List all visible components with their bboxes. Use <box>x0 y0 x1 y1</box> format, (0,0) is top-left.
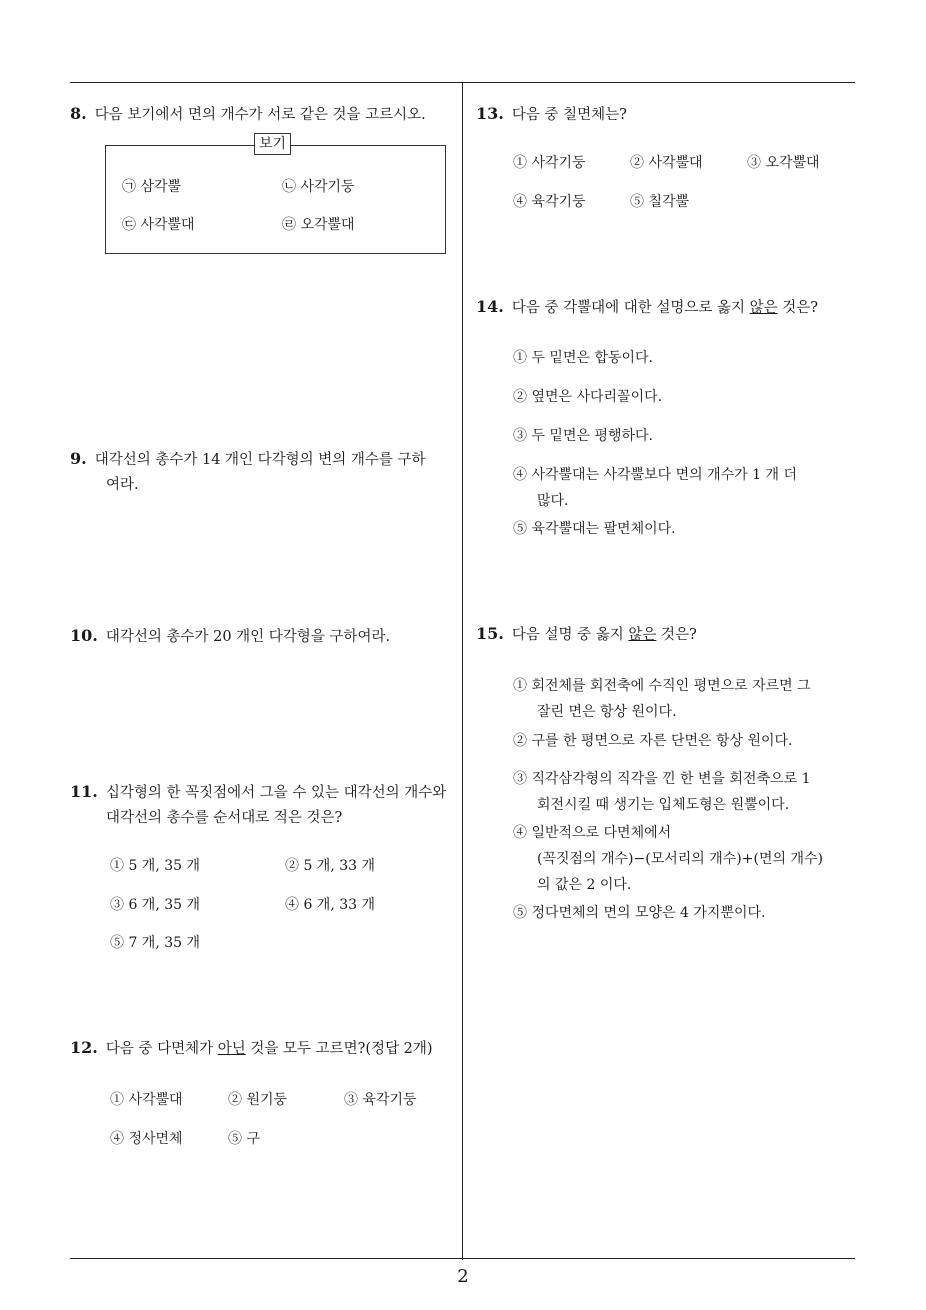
question-text: 것을 모두 고르면?(정답 2개) <box>245 1041 433 1057</box>
question-12 <box>70 1035 433 1062</box>
question-number: 15. <box>476 624 504 643</box>
example-box <box>105 145 446 254</box>
question-number: 9. <box>70 449 87 468</box>
answer-option-continued: (꼭짓점의 개수)−(모서리의 개수)+(면의 개수) <box>537 851 823 867</box>
underlined-word: 않은 <box>628 627 657 643</box>
question-text-continued: 여라. <box>106 477 139 493</box>
question-text-continued: 대각선의 총수를 순서대로 적은 것은? <box>106 810 343 826</box>
answer-option: ③ 육각기둥 <box>344 1092 417 1108</box>
question-text: 다음 설명 중 옳지 <box>511 627 629 643</box>
page-number: 2 <box>457 1266 469 1287</box>
answer-option: ④ 일반적으로 다면체에서 <box>513 825 672 841</box>
answer-option: ④ 6 개, 33 개 <box>285 897 376 913</box>
answer-option: ③ 6 개, 35 개 <box>110 897 201 913</box>
answer-option: ④ 육각기둥 <box>513 194 586 210</box>
answer-option: ② 옆면은 사다리꼴이다. <box>513 389 663 405</box>
question-number: 14. <box>476 297 504 316</box>
answer-option: ② 사각뿔대 <box>630 155 703 171</box>
answer-option: ① 사각기둥 <box>513 155 586 171</box>
answer-option: ④ 정사면체 <box>110 1131 183 1147</box>
question-8 <box>70 101 426 128</box>
question-10 <box>70 623 390 650</box>
answer-option: ⑤ 7 개, 35 개 <box>110 935 201 951</box>
question-text: 것은? <box>777 300 819 316</box>
example-item: ㉡ 사각기둥 <box>282 179 355 195</box>
answer-option-continued: 회전시킬 때 생기는 입체도형은 원뿔이다. <box>537 797 790 813</box>
question-number: 8. <box>70 104 87 123</box>
example-item: ㉢ 사각뿔대 <box>122 217 195 233</box>
answer-option-continued: 잘린 면은 항상 원이다. <box>537 704 677 720</box>
example-item: ㉠ 삼각뿔 <box>122 179 182 195</box>
question-text: 다음 중 칠면체는? <box>511 107 627 123</box>
question-11 <box>70 779 446 806</box>
underlined-word: 않은 <box>749 300 778 316</box>
question-13 <box>476 101 627 128</box>
question-number: 12. <box>70 1038 98 1057</box>
answer-option: ① 사각뿔대 <box>110 1092 183 1108</box>
question-text: 대각선의 총수가 14 개인 다각형의 변의 개수를 구하 <box>94 452 426 468</box>
question-text: 것은? <box>656 627 697 643</box>
question-text: 다음 중 각뿔대에 대한 설명으로 옳지 <box>511 300 750 316</box>
question-text: 다음 중 다면체가 <box>105 1041 218 1057</box>
question-text: 다음 보기에서 면의 개수가 서로 같은 것을 고르시오. <box>94 107 426 123</box>
answer-option: ③ 직각삼각형의 직각을 낀 한 변을 회전축으로 1 <box>513 771 811 787</box>
underlined-word: 아닌 <box>217 1041 246 1057</box>
question-number: 13. <box>476 104 504 123</box>
answer-option: ① 두 밑면은 합동이다. <box>513 350 653 366</box>
example-item: ㉣ 오각뿔대 <box>282 217 355 233</box>
column-divider <box>462 82 463 1260</box>
question-number: 11. <box>70 782 98 801</box>
answer-option-continued: 의 값은 2 이다. <box>537 877 632 893</box>
question-text: 대각선의 총수가 20 개인 다각형을 구하여라. <box>105 629 391 645</box>
answer-option: ① 회전체를 회전축에 수직인 평면으로 자르면 그 <box>513 678 811 694</box>
answer-option: ③ 두 밑면은 평행하다. <box>513 428 653 444</box>
answer-option: ② 구를 한 평면으로 자른 단면은 항상 원이다. <box>513 733 793 749</box>
question-14 <box>476 294 818 321</box>
answer-option: ⑤ 구 <box>228 1131 260 1147</box>
answer-option: ⑤ 정다면체의 면의 모양은 4 가지뿐이다. <box>513 905 766 921</box>
answer-option: ⑤ 칠각뿔 <box>630 194 690 210</box>
answer-option: ③ 오각뿔대 <box>747 155 820 171</box>
question-9 <box>70 446 426 473</box>
question-15 <box>476 621 697 648</box>
answer-option: ① 5 개, 35 개 <box>110 858 201 874</box>
answer-option: ④ 사각뿔대는 사각뿔보다 면의 개수가 1 개 더 <box>513 467 797 483</box>
answer-option: ② 원기둥 <box>228 1092 288 1108</box>
question-text: 십각형의 한 꼭짓점에서 그을 수 있는 대각선의 개수와 <box>105 785 447 801</box>
example-box-label: 보기 <box>254 133 291 155</box>
answer-option: ⑤ 육각뿔대는 팔면체이다. <box>513 521 676 537</box>
answer-option-continued: 많다. <box>537 493 569 509</box>
bottom-rule <box>70 1258 855 1259</box>
question-number: 10. <box>70 626 98 645</box>
answer-option: ② 5 개, 33 개 <box>285 858 376 874</box>
